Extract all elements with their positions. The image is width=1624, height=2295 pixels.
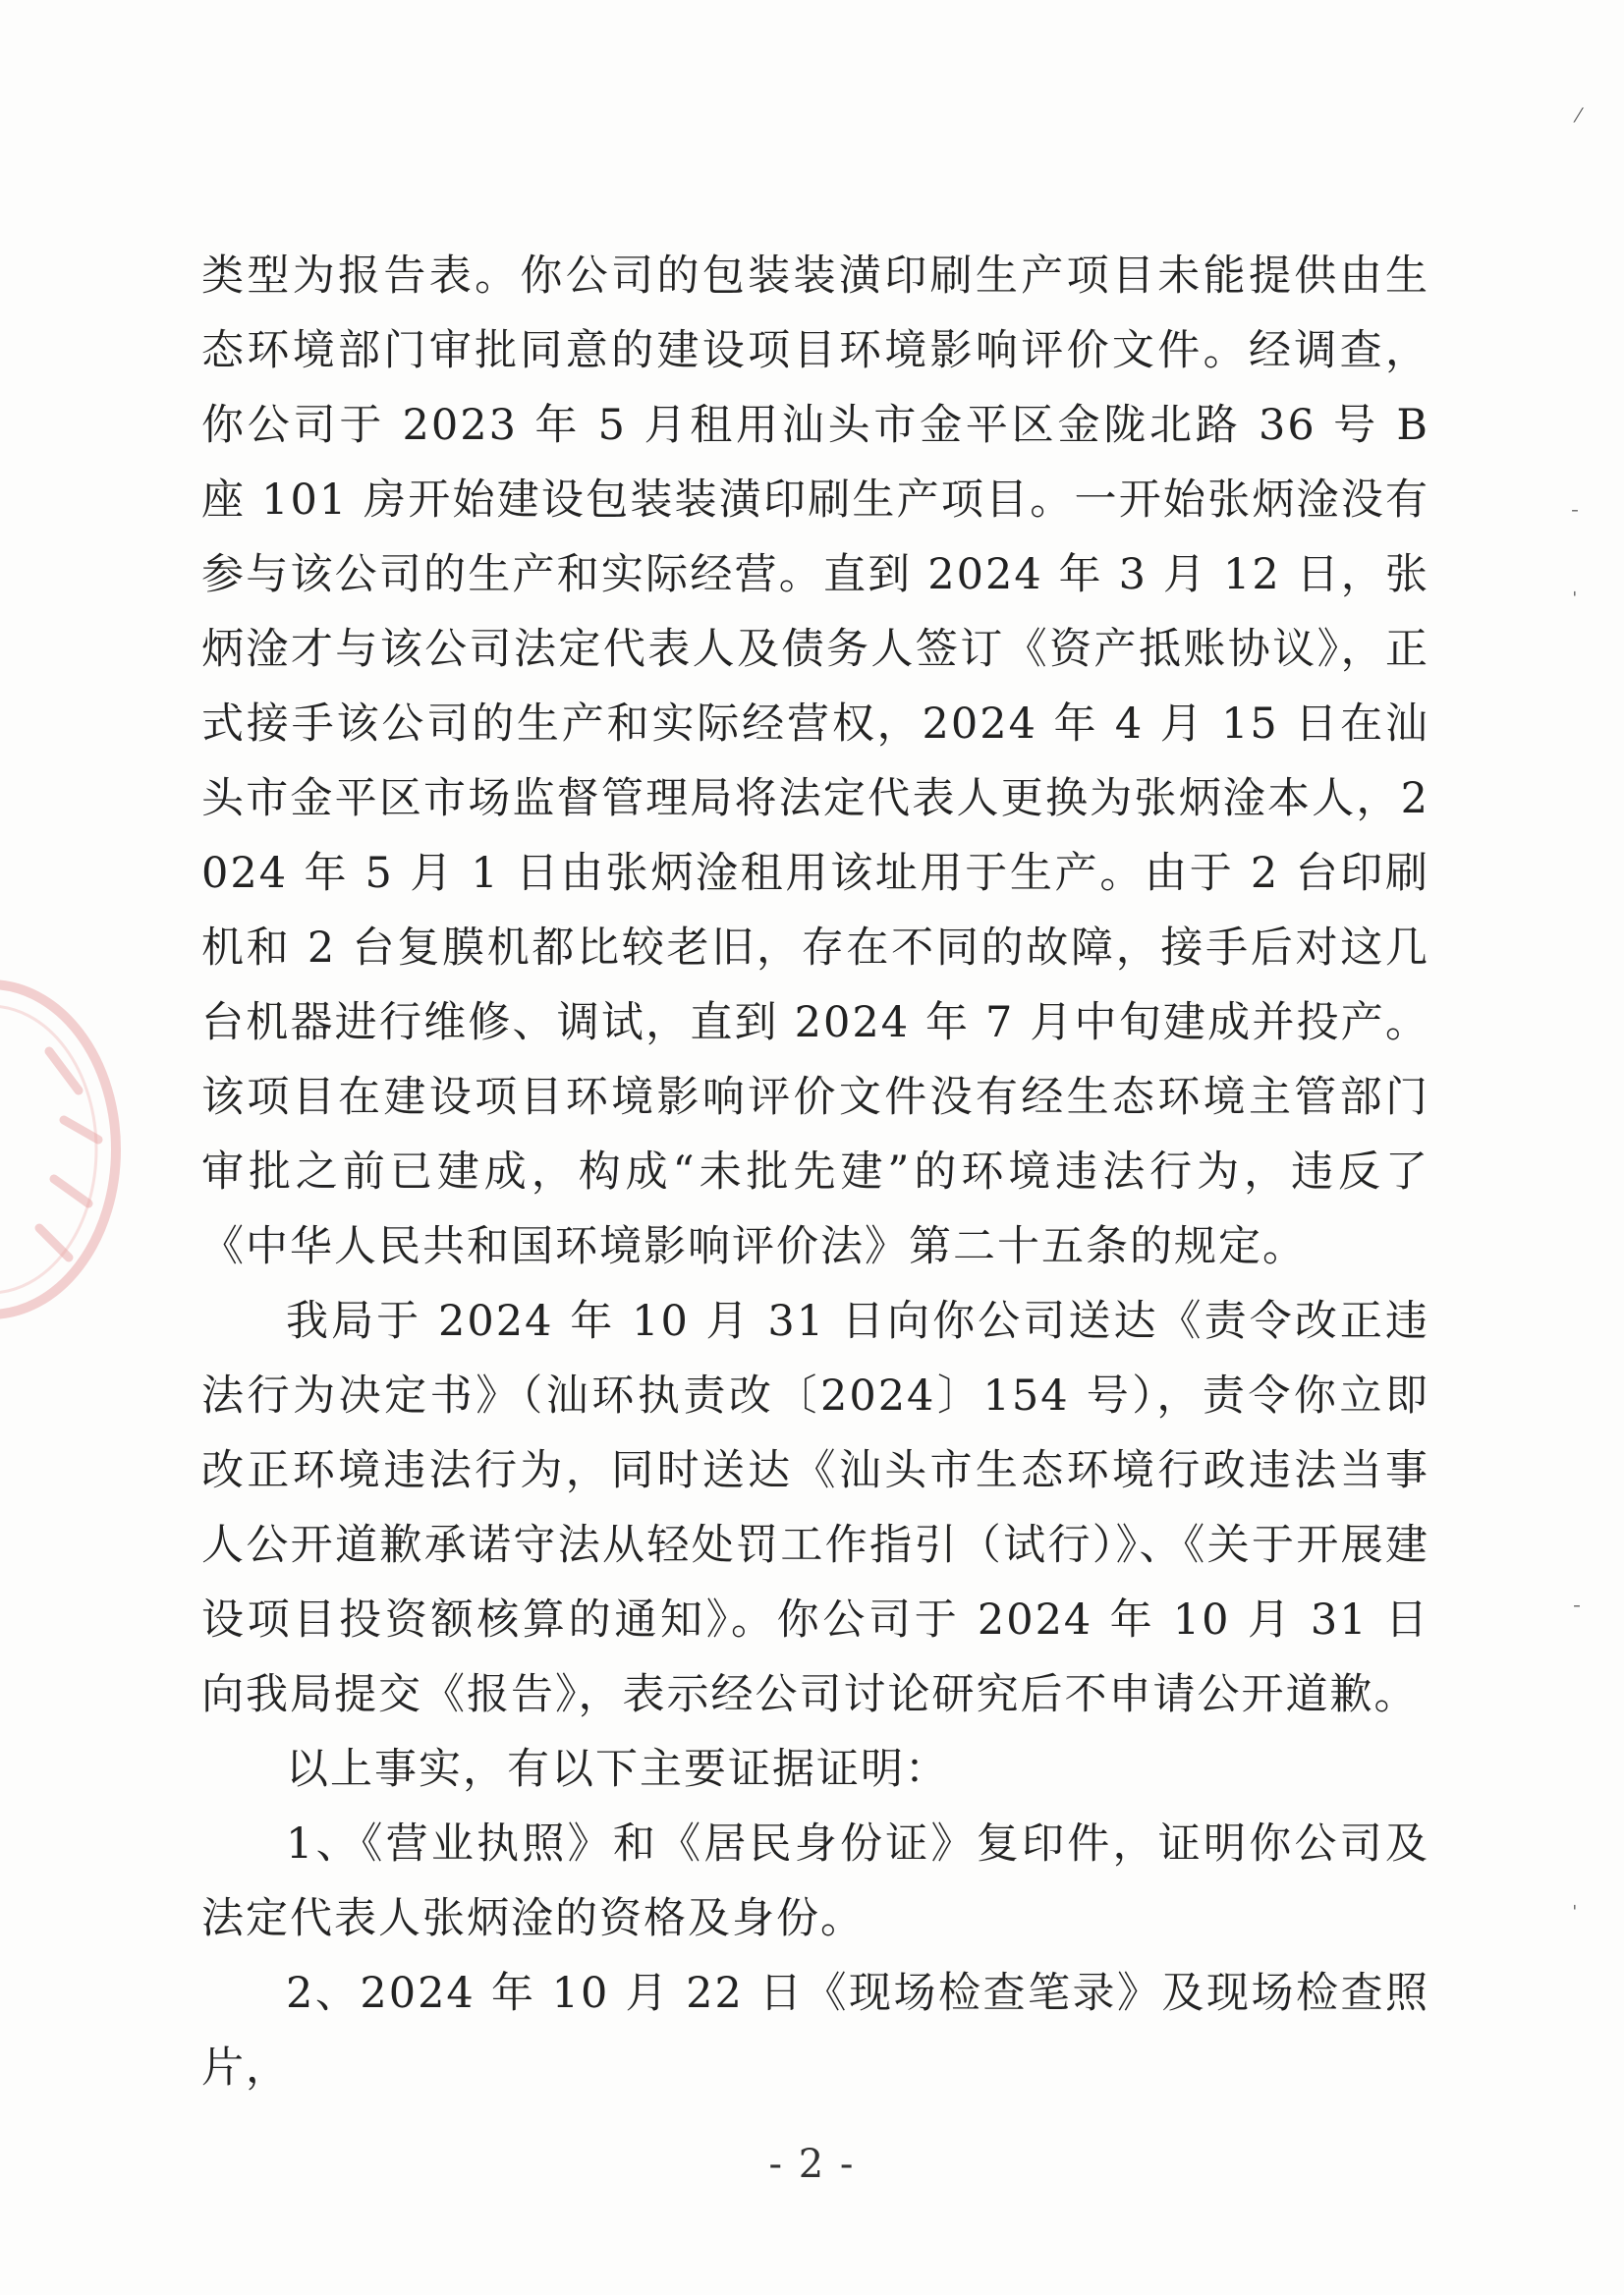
paragraph-1: 类型为报告表。你公司的包装装潢印刷生产项目未能提供由生态环境部门审批同意的建设项目环境影响评价文件。经调查，你公司于 2023 年 5 月租用汕头市金平区金陇北路 36 号 B 座 101 房开始建设包装装潢印刷生产项目。一开始张炳淦没有参与该公司的生产和实际经营。直到 2024 年 3 月 12 日，张炳淦才与该公司法定代表人及债务人签订《资产抵账协议》，正式接手该公司的生产和实际经营权，2024 年 4 月 15 日在汕头市金平区市场监督管理局将法定代表人更换为张炳淦本人，2024 年 5 月 1 日由张炳淦租用该址用于生产。由于 2 台印刷机和 2 台复膜机都比较老旧，存在不同的故障，接手后对这几台机器进行维修、调试，直到 2024 年 7 月中旬建成并投产。该项目在建设项目环境影响评价文件没有经生态环境主管部门审批之前已建成，构成“未批先建”的环境违法行为，违反了《中华人民共和国环境影响评价法》第二十五条的规定。 bbox=[201, 252, 1429, 1271]
document-body bbox=[201, 239, 1429, 2105]
official-seal-icon bbox=[0, 973, 128, 1326]
scan-mark: ˉ bbox=[1570, 506, 1580, 530]
paragraph-5: 2、2024 年 10 月 22 日《现场检查笔录》及现场检查照片， bbox=[201, 1969, 1429, 2093]
page-number: - 2 - bbox=[768, 2142, 856, 2187]
scan-mark: ⁄ bbox=[1577, 103, 1581, 127]
paragraph-3: 以上事实，有以下主要证据证明： bbox=[286, 1745, 949, 1794]
paragraph-4: 1、《营业执照》和《居民身份证》复印件，证明你公司及法定代表人张炳淦的资格及身份。 bbox=[201, 1819, 1429, 1943]
scan-mark: ˈ bbox=[1572, 1901, 1578, 1925]
scan-mark: ˉ bbox=[1572, 1601, 1582, 1625]
scan-mark: ˈ bbox=[1572, 588, 1578, 611]
paragraph-2: 我局于 2024 年 10 月 31 日向你公司送达《责令改正违法行为决定书》（汕环执责改〔2024〕154 号），责令你立即改正环境违法行为，同时送达《汕头市生态环境行政违法当事人公开道歉承诺守法从轻处罚工作指引（试行）》、《关于开展建设项目投资额核算的通知》。你公司于 2024 年 10 月 31 日向我局提交《报告》，表示经公司讨论研究后不申请公开道歉。 bbox=[201, 1297, 1429, 1719]
